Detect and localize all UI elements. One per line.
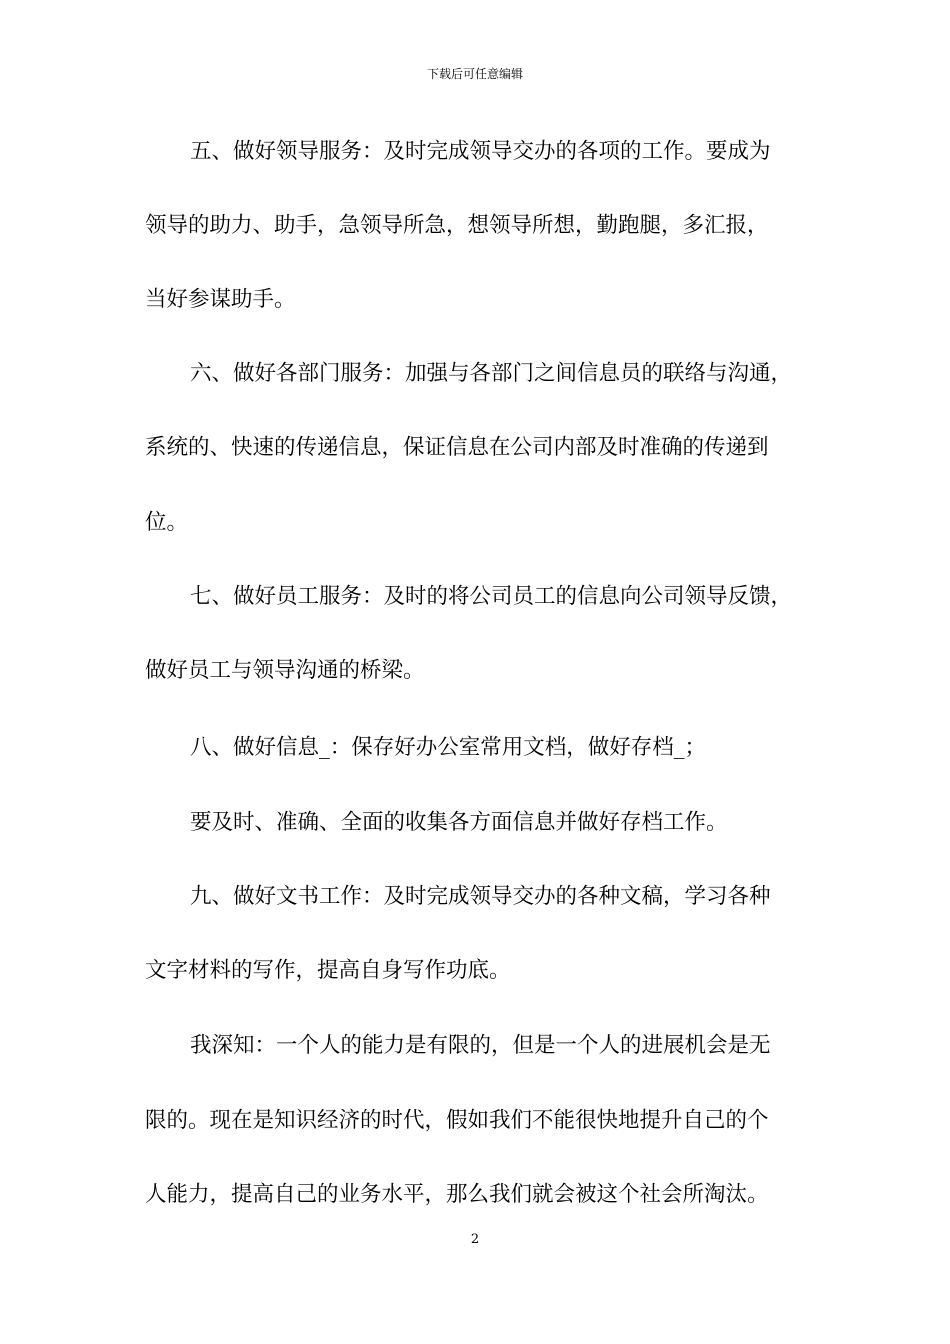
- paragraph-line: 位。: [145, 510, 189, 535]
- paragraph-line: 人能力，提高自己的业务水平，那么我们就会被这个社会所淘汰。: [145, 1182, 769, 1207]
- paragraph-line: 要及时、准确、全面的收集各方面信息并做好存档工作。: [190, 810, 728, 835]
- paragraph-line: 我深知：一个人的能力是有限的，但是一个人的进展机会是无: [190, 1033, 771, 1058]
- paragraph-line: 五、做好领导服务：及时完成领导交办的各项的工作。要成为: [190, 139, 771, 164]
- paragraph-line: 六、做好各部门服务：加强与各部门之间信息员的联络与沟通，: [190, 361, 793, 386]
- paragraph-line: 九、做好文书工作：及时完成领导交办的各种文稿，学习各种: [190, 884, 771, 909]
- paragraph-line: 领导的助力、助手，急领导所急，想领导所想，勤跑腿，多汇报，: [145, 213, 769, 238]
- paragraph-line: 做好员工与领导沟通的桥梁。: [145, 658, 425, 683]
- paragraph-line: 七、做好员工服务：及时的将公司员工的信息向公司领导反馈，: [190, 584, 793, 609]
- paragraph-line: 系统的、快速的传递信息，保证信息在公司内部及时准确的传递到: [145, 435, 769, 460]
- paragraph-line: 当好参谋助手。: [145, 287, 296, 312]
- paragraph-line: 八、做好信息_：保存好办公室常用文档，做好存档_；: [190, 735, 707, 760]
- page-number: 2: [470, 1232, 480, 1247]
- paragraph-line: 限的。现在是知识经济的时代，假如我们不能很快地提升自己的个: [145, 1108, 769, 1133]
- paragraph-line: 文字材料的写作，提高自身写作功底。: [145, 958, 511, 983]
- page-header: 下载后可任意编辑: [426, 67, 523, 81]
